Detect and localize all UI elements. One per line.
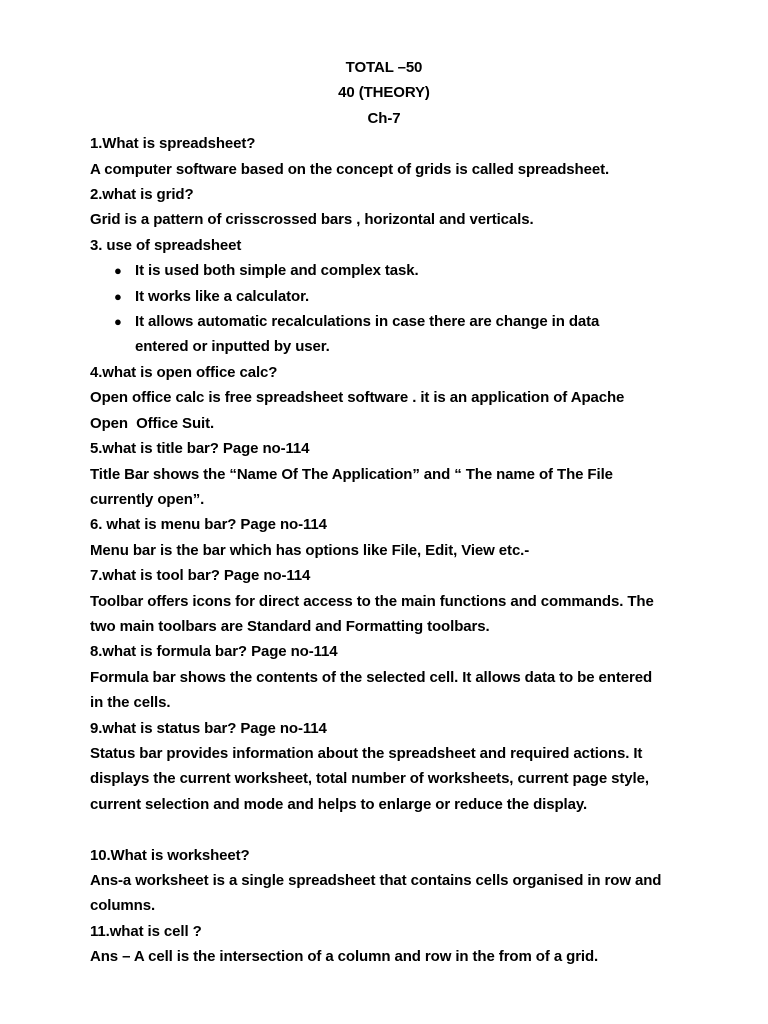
list-item-continuation bbox=[90, 334, 690, 359]
list-item-text: It works like a calculator. bbox=[135, 287, 310, 305]
answer-10-line-2: columns. bbox=[90, 897, 156, 915]
answer-5-line-1: Title Bar shows the “Name Of The Application” and “ The name of The File bbox=[90, 465, 613, 483]
question-6: 6. what is menu bar? Page no-114 bbox=[90, 516, 327, 534]
list-item-text: entered or inputted by user. bbox=[135, 338, 330, 356]
answer-4-line-2: Open Office Suit. bbox=[90, 414, 215, 432]
list-item-text: It is used both simple and complex task. bbox=[135, 262, 419, 280]
answer-7-line-2: two main toolbars are Standard and Formatting toolbars. bbox=[90, 617, 490, 635]
answer-7-line-1: Toolbar offers icons for direct access to the main functions and commands. The bbox=[90, 592, 654, 610]
list-item bbox=[90, 309, 690, 334]
theory-marks: 40 (THEORY) bbox=[338, 84, 430, 102]
answer-9-line-1: Status bar provides information about the spreadsheet and required actions. It bbox=[90, 744, 643, 762]
question-11: 11.what is cell ? bbox=[90, 922, 202, 940]
uses-list bbox=[90, 258, 690, 360]
list-item bbox=[90, 284, 690, 309]
question-2: 2.what is grid? bbox=[90, 186, 194, 204]
chapter-title: Ch-7 bbox=[367, 109, 401, 127]
bullet-icon: ● bbox=[114, 314, 122, 330]
answer-6: Menu bar is the bar which has options like File, Edit, View etc.- bbox=[90, 541, 530, 559]
answer-9-line-3: current selection and mode and helps to enlarge or reduce the display. bbox=[90, 795, 588, 813]
question-8: 8.what is formula bar? Page no-114 bbox=[90, 643, 338, 661]
answer-5-line-2: currently open”. bbox=[90, 490, 205, 508]
answer-1: A computer software based on the concept of grids is called spreadsheet. bbox=[90, 160, 610, 178]
question-7: 7.what is tool bar? Page no-114 bbox=[90, 567, 311, 585]
question-4: 4.what is open office calc? bbox=[90, 363, 278, 381]
answer-2: Grid is a pattern of crisscrossed bars , horizontal and verticals. bbox=[90, 211, 534, 229]
answer-8-line-2: in the cells. bbox=[90, 694, 171, 712]
answer-8-line-1: Formula bar shows the contents of the selected cell. It allows data to be entered bbox=[90, 668, 653, 686]
question-9: 9.what is status bar? Page no-114 bbox=[90, 719, 327, 737]
question-1: 1.What is spreadsheet? bbox=[90, 135, 256, 153]
answer-4-line-1: Open office calc is free spreadsheet software . it is an application of Apache bbox=[90, 389, 625, 407]
blank-line bbox=[90, 817, 690, 842]
list-item bbox=[90, 258, 690, 283]
total-marks: TOTAL –50 bbox=[345, 59, 423, 76]
question-10: 10.What is worksheet? bbox=[90, 846, 250, 864]
question-5: 5.what is title bar? Page no-114 bbox=[90, 440, 310, 458]
answer-11: Ans – A cell is the intersection of a column and row in the from of a grid. bbox=[90, 948, 599, 966]
list-item-text: It allows automatic recalculations in case there are change in data bbox=[135, 313, 600, 331]
bullet-icon: ● bbox=[114, 288, 122, 304]
question-3: 3. use of spreadsheet bbox=[90, 236, 242, 254]
answer-9-line-2: displays the current worksheet, total number of worksheets, current page style, bbox=[90, 770, 649, 788]
answer-10-line-1: Ans-a worksheet is a single spreadsheet that contains cells organised in row and bbox=[90, 871, 662, 889]
document-body bbox=[90, 55, 690, 970]
bullet-icon: ● bbox=[114, 263, 122, 279]
